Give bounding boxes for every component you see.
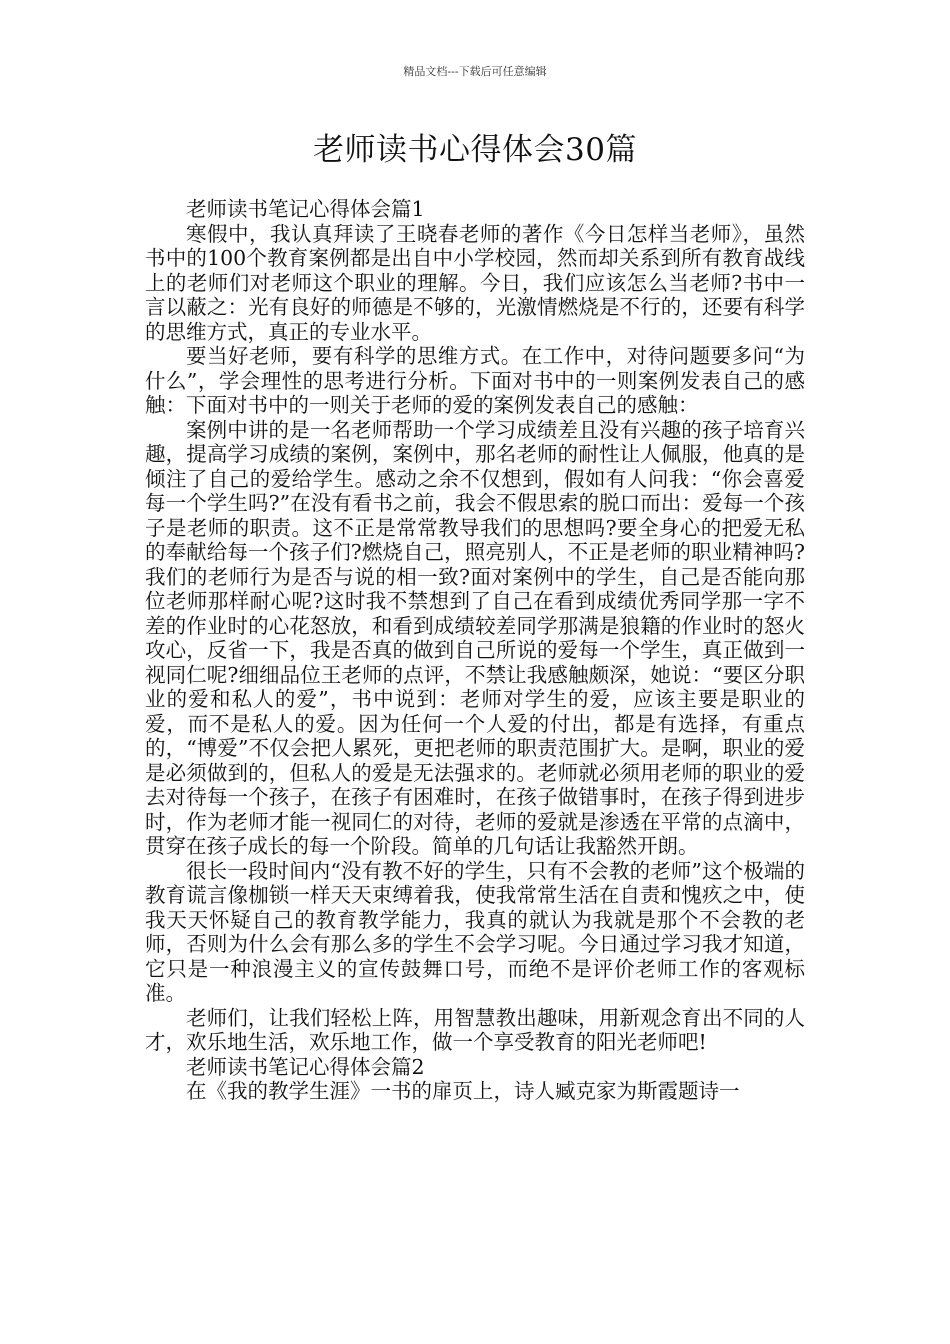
paragraph: 在《我的教学生涯》一书的扉页上，诗人臧克家为斯霞题诗一 — [186, 1079, 740, 1103]
section-heading-1: 老师读书笔记心得体会篇1 — [186, 197, 425, 221]
paragraph: 很长一段时间内“没有教不好的学生，只有不会教的老师”这个极端的教育谎言像枷锁一样天天束缚着我，使我常常生活在自责和愧疚之中，使我天天怀疑自己的教育教学能力，我真的就认为我就是那个不会教的老师，否则为什么会有那么多的学生不会学习呢。今日通过学习我才知道，它只是一种浪漫主义的宣传鼓舞口号，而绝不是评价老师工作的客观标准。 — [145, 858, 805, 1005]
paragraph: 老师们，让我们轻松上阵，用智慧教出趣味，用新观念育出不同的人才，欢乐地生活，欢乐地工作，做一个享受教育的阳光老师吧! — [145, 1005, 805, 1054]
page-header-note: 精品文档---下载后可任意编辑 — [403, 65, 547, 78]
section-heading-2: 老师读书笔记心得体会篇2 — [186, 1054, 425, 1079]
paragraph: 寒假中，我认真拜读了王晓春老师的著作《今日怎样当老师》，虽然书中的100个教育案例都是出自中小学校园，然而却关系到所有教育战线上的老师们对老师这个职业的理解。今日，我们应该怎么当老师?书中一言以蔽之：光有良好的师德是不够的，光激情燃烧是不行的，还要有科学的思维方式，真正的专业水平。 — [145, 221, 805, 344]
paragraph: 要当好老师，要有科学的思维方式。在工作中，对待问题要多问“为什么”，学会理性的思考进行分析。下面对书中的一则案例发表自己的感触：下面对书中的一则关于老师的爱的案例发表自己的感触： — [145, 344, 805, 417]
document-body — [145, 197, 805, 1104]
paragraph: 案例中讲的是一名老师帮助一个学习成绩差且没有兴趣的孩子培育兴趣，提高学习成绩的案例，案例中，那名老师的耐性让人佩服，他真的是倾注了自己的爱给学生。感动之余不仅想到，假如有人问我：“你会喜爱每一个学生吗?”在没有看书之前，我会不假思索的脱口而出：爱每一个孩子是老师的职责。这不正是常常教导我们的思想吗?要全身心的把爱无私的奉献给每一个孩子们?燃烧自己，照亮别人，不正是老师的职业精神吗?我们的老师行为是否与说的相一致?面对案例中的学生，自己是否能向那位老师那样耐心呢?这时我不禁想到了自己在看到成绩优秀同学那一字不差的作业时的心花怒放，和看到成绩较差同学那满是狼籍的作业时的怒火攻心，反省一下，我是否真的做到自己所说的爱每一个学生，真正做到一视同仁呢?细细品位王老师的点评，不禁让我感触颇深，她说：“要区分职业的爱和私人的爱”，书中说到：老师对学生的爱，应该主要是职业的爱，而不是私人的爱。因为任何一个人爱的付出，都是有选择，有重点的，“博爱”不仅会把人累死，更把老师的职责范围扩大。是啊，职业的爱是必须做到的，但私人的爱是无法强求的。老师就必须用老师的职业的爱去对待每一个孩子，在孩子有困难时，在孩子做错事时，在孩子得到进步时，作为老师才能一视同仁的对待，老师的爱就是渗透在平常的点滴中，贯穿在孩子成长的每一个阶段。简单的几句话让我豁然开朗。 — [145, 417, 805, 858]
document-title: 老师读书心得体会30篇 — [313, 132, 637, 168]
